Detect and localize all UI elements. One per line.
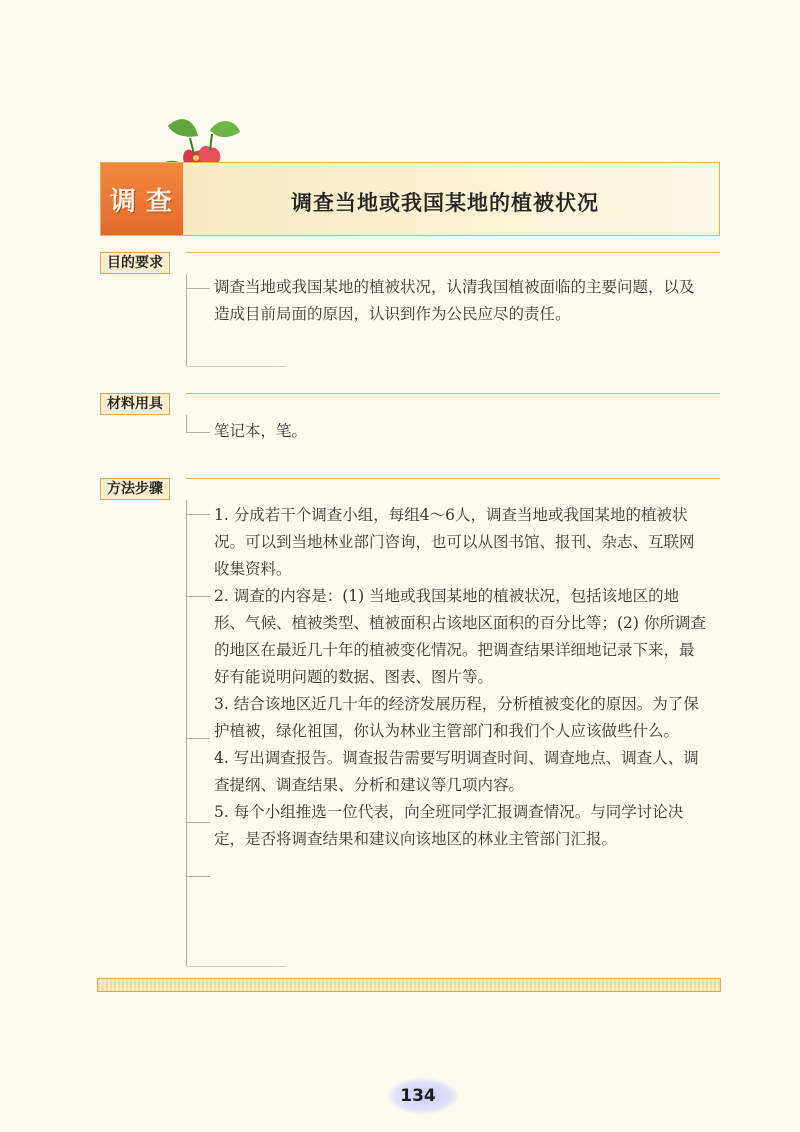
section-end-rule xyxy=(186,366,286,367)
page-number: 134 xyxy=(400,1086,436,1106)
bracket-tick xyxy=(186,738,210,739)
section-rule-methods xyxy=(186,478,720,479)
activity-title: 调查当地或我国某地的植被状况 xyxy=(291,191,599,215)
activity-type-tag: 调查 xyxy=(101,163,183,235)
section-label-purpose: 目的要求 xyxy=(100,252,170,274)
bracket-tick xyxy=(186,596,210,597)
section-rule-purpose xyxy=(186,252,720,253)
section-end-rule xyxy=(186,966,286,967)
materials-text: 笔记本，笔。 xyxy=(214,422,308,440)
bracket-line xyxy=(186,500,187,966)
purpose-text: 调查当地或我国某地的植被状况，认清我国植被面临的主要问题，以及造成目前局面的原因，认识到作为公民应尽的责任。 xyxy=(214,278,695,323)
page-number-badge xyxy=(388,1078,458,1114)
activity-header xyxy=(100,162,720,236)
bracket-tick xyxy=(186,432,210,433)
footer-decorative-bar xyxy=(97,978,721,992)
method-step: 3. 结合该地区近几十年的经济发展历程，分析植被变化的原因。为了保护植被，绿化祖国，你认为林业主管部门和我们个人应该做些什么。 xyxy=(214,695,699,740)
bracket-tick xyxy=(186,288,210,289)
bracket-tick xyxy=(186,514,210,515)
section-label-materials: 材料用具 xyxy=(100,393,170,415)
methods-steps xyxy=(214,502,706,853)
bracket-tick xyxy=(186,876,210,877)
method-step: 5. 每个小组推选一位代表，向全班同学汇报调查情况。与同学讨论决定，是否将调查结果和建议向该地区的林业主管部门汇报。 xyxy=(214,803,684,848)
method-step: 1. 分成若干个调查小组，每组4～6人，调查当地或我国某地的植被状况。可以到当地林业部门咨询，也可以从图书馆、报刊、杂志、互联网收集资料。 xyxy=(214,506,695,578)
bracket-line xyxy=(186,415,187,433)
section-rule-materials xyxy=(186,393,720,394)
bracket-tick xyxy=(186,822,210,823)
method-step: 2. 调查的内容是：(1) 当地或我国某地的植被状况，包括该地区的地形、气候、植被类型、植被面积占该地区面积的百分比等；(2) 你所调查的地区在最近几十年的植被变化情况。把调查结果详细地记录下来，最好有能说明问题的数据、图表、图片等。 xyxy=(214,587,706,686)
section-label-methods: 方法步骤 xyxy=(100,478,170,500)
method-step: 4. 写出调查报告。调查报告需要写明调查时间、调查地点、调查人、调查提纲、调查结果、分析和建议等几项内容。 xyxy=(214,749,699,794)
